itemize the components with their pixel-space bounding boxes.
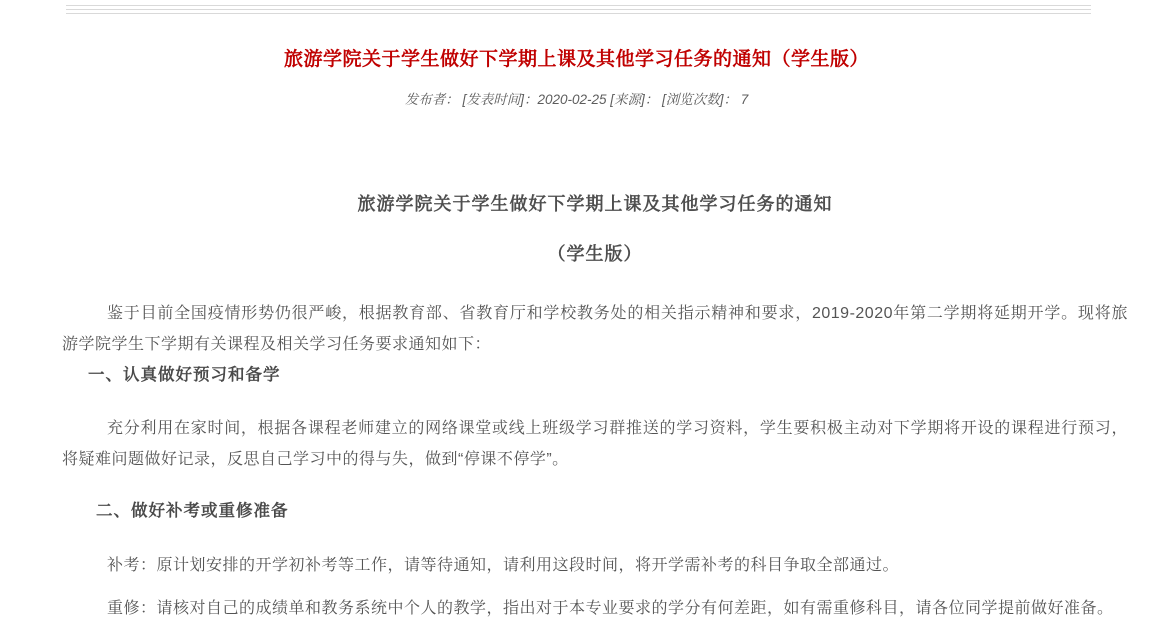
section-1-heading: 一、认真做好预习和备学 — [88, 366, 281, 384]
article-title: 旅游学院关于学生做好下学期上课及其他学习任务的通知（学生版） — [283, 49, 869, 70]
document-subtitle: （学生版） — [547, 244, 643, 264]
section-2-heading: 二、做好补考或重修准备 — [96, 502, 289, 520]
section-2-paragraph-retake: 重修：请核对自己的成绩单和教务系统中个人的教学，指出对于本专业要求的学分有何差距，如有需重修科目，请各位同学提前做好准备。 — [107, 600, 1114, 617]
section-2-paragraph-makeup-exam: 补考：原计划安排的开学初补考等工作，请等待通知，请利用这段时间，将开学需补考的科目争取全部通过。 — [107, 557, 900, 574]
document-title: 旅游学院关于学生做好下学期上课及其他学习任务的通知 — [357, 194, 833, 214]
divider-line — [66, 9, 1091, 10]
notice-page — [0, 5, 1153, 617]
document-body — [62, 193, 1128, 624]
section-1-paragraph: 充分利用在家时间，根据各课程老师建立的网络课堂或线上班级学习群推送的学习资料，学生要积极主动对下学期将开设的课程进行预习，将疑难问题做好记录，反思自己学习中的得与失，做到“停课不停学”。 — [62, 420, 1128, 468]
divider-line — [66, 5, 1091, 6]
intro-paragraph: 鉴于目前全国疫情形势仍很严峻，根据教育部、省教育厅和学校教务处的相关指示精神和要求，2019-2020年第二学期将延期开学。现将旅游学院学生下学期有关课程及相关学习任务要求通知如下： — [62, 305, 1128, 353]
divider-line — [66, 13, 1091, 14]
article-meta-line: 发布者： [发表时间]：2020-02-25 [来源]： [浏览次数]： 7 — [404, 92, 749, 107]
top-divider-rules — [66, 5, 1091, 14]
